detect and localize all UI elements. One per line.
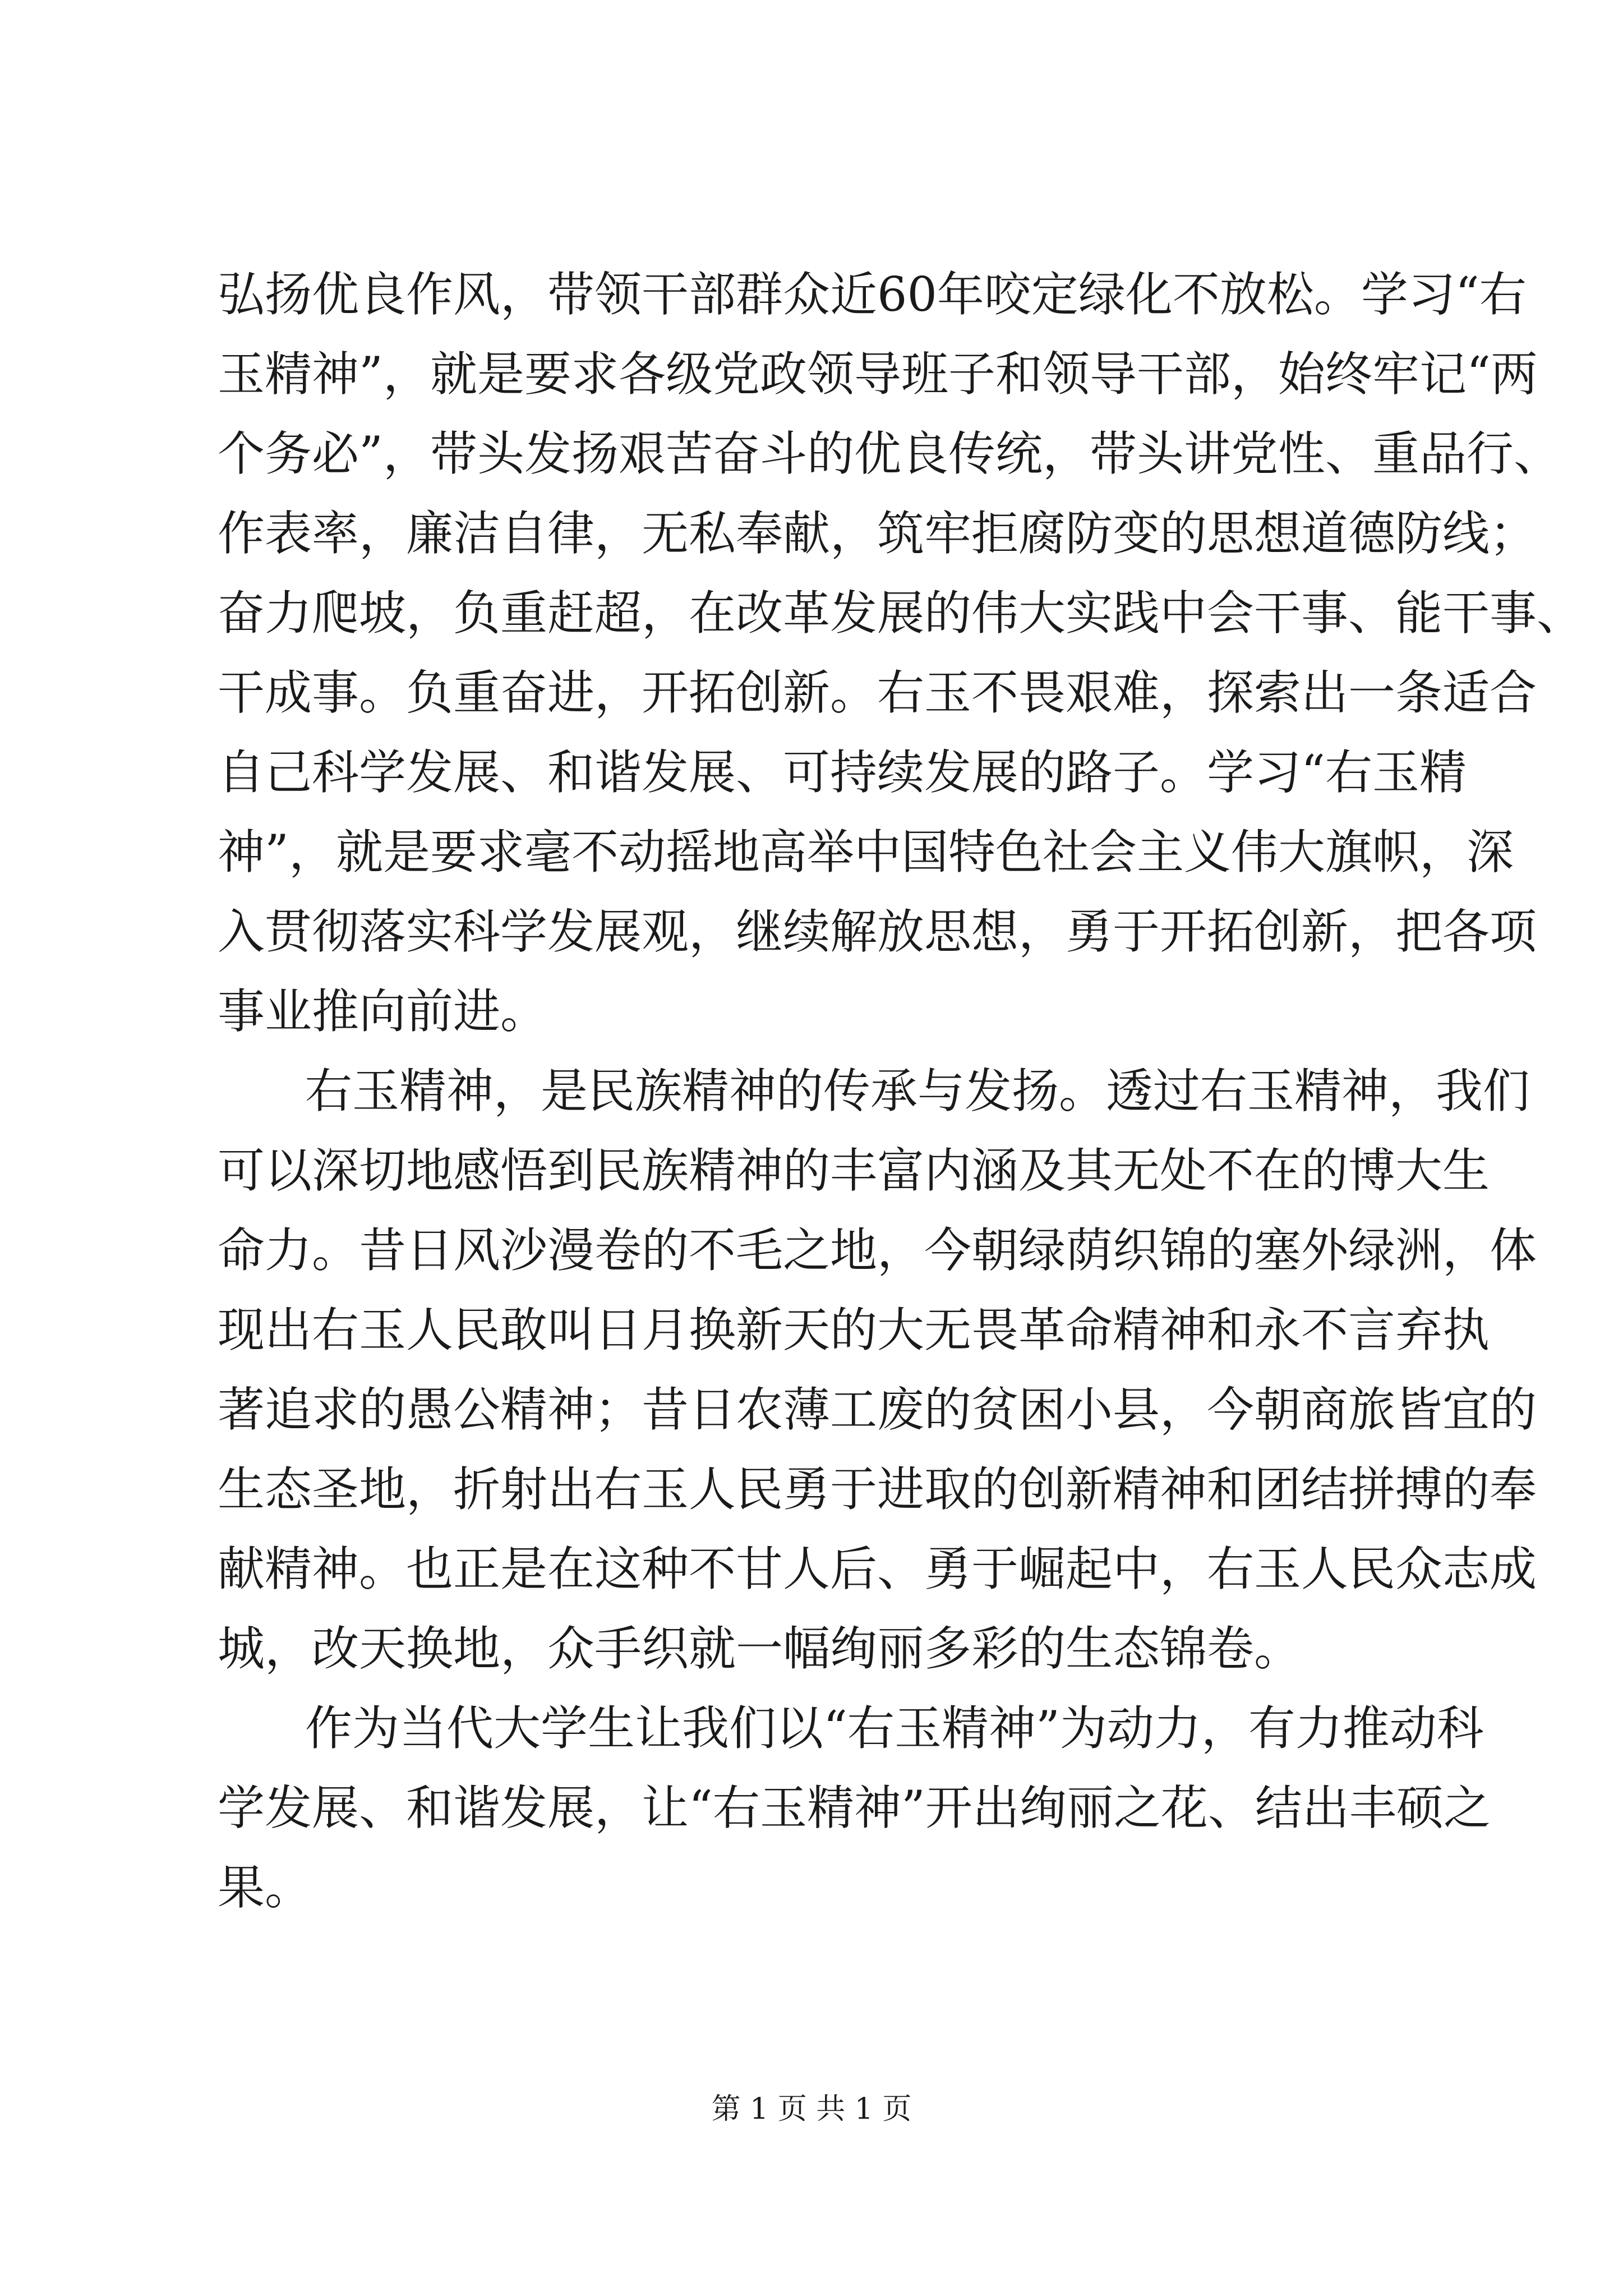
text-line: 个务必”，带头发扬艰苦奋斗的优良传统，带头讲党性、重品行、 (218, 426, 1561, 481)
text-line: 生态圣地，折射出右玉人民勇于进取的创新精神和团结拼搏的奉 (218, 1462, 1537, 1517)
paragraph-first-line: 作为当代大学生让我们以“右玉精神”为动力，有力推动科 (305, 1701, 1484, 1756)
text-line: 自己科学发展、和谐发展、可持续发展的路子。学习“右玉精 (218, 745, 1467, 800)
text-line: 入贯彻落实科学发展观，继续解放思想，勇于开拓创新，把各项 (218, 904, 1537, 959)
text-line: 干成事。负重奋进，开拓创新。右玉不畏艰难，探索出一条适合 (218, 665, 1537, 720)
text-line: 作表率，廉洁自律，无私奉献，筑牢拒腐防变的思想道德防线； (218, 506, 1537, 561)
text-line: 著追求的愚公精神；昔日农薄工废的贫困小县，今朝商旅皆宜的 (218, 1382, 1537, 1437)
text-line: 神”，就是要求毫不动摇地高举中国特色社会主义伟大旗帜，深 (218, 825, 1514, 880)
text-line: 可以深切地感悟到民族精神的丰富内涵及其无处不在的博大生 (218, 1143, 1490, 1198)
paragraph-first-line: 右玉精神，是民族精神的传承与发扬。透过右玉精神，我们 (305, 1064, 1530, 1119)
text-line: 学发展、和谐发展，让“右玉精神”开出绚丽之花、结出丰硕之 (218, 1780, 1491, 1835)
text-line: 奋力爬坡，负重赶超，在改革发展的伟大实践中会干事、能干事、 (218, 586, 1584, 641)
text-line: 事业推向前进。 (218, 984, 548, 1039)
text-line: 现出右玉人民敢叫日月换新天的大无畏革命精神和永不言弃执 (218, 1303, 1490, 1358)
text-line: 玉精神”，就是要求各级党政领导班子和领导干部，始终牢记“两 (218, 347, 1538, 402)
page-number-footer: 第 1 页 共 1 页 (711, 2092, 912, 2126)
text-line: 弘扬优良作风，带领干部群众近60年咬定绿化不放松。学习“右 (218, 267, 1527, 322)
text-line: 果。 (218, 1860, 312, 1915)
text-line: 命力。昔日风沙漫卷的不毛之地，今朝绿荫织锦的塞外绿洲，体 (218, 1223, 1537, 1278)
text-line: 献精神。也正是在这种不甘人后、勇于崛起中，右玉人民众志成 (218, 1542, 1537, 1596)
text-line: 城，改天换地，众手织就一幅绚丽多彩的生态锦卷。 (218, 1621, 1302, 1676)
